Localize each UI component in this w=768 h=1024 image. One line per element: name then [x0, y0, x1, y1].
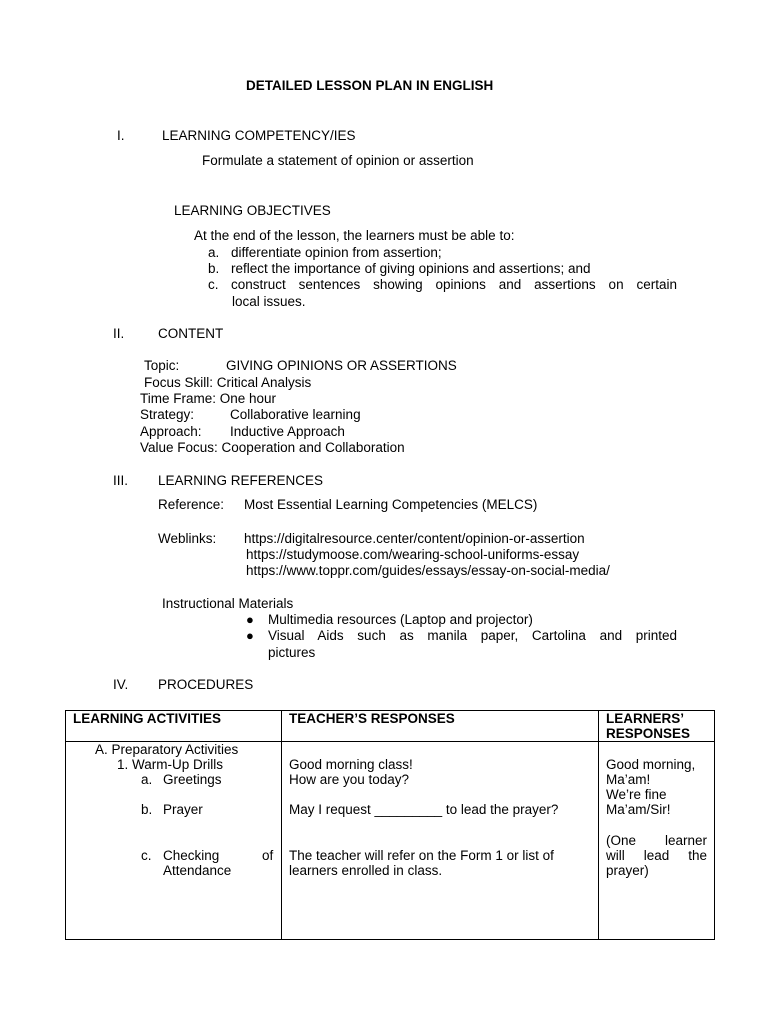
activity-preparatory: A. Preparatory Activities	[95, 742, 239, 757]
learner-response: will lead the	[606, 848, 707, 863]
column-divider	[598, 711, 599, 939]
learner-response: Ma’am/Sir!	[606, 802, 671, 817]
header-learners-responses: LEARNERS’	[606, 711, 685, 726]
weblink[interactable]: https://digitalresource.center/content/opinion-or-assertion	[244, 531, 585, 546]
section-2-numeral: II.	[113, 326, 125, 341]
section-3-heading: LEARNING REFERENCES	[158, 473, 324, 488]
activity-attendance: Attendance	[163, 863, 232, 878]
strategy-label: Strategy:	[140, 407, 195, 422]
approach-value: Inductive Approach	[230, 424, 345, 439]
materials-heading: Instructional Materials	[162, 596, 294, 611]
objective-letter: c.	[208, 277, 219, 292]
objective-item-continued: local issues.	[232, 294, 306, 309]
activity-checking: Checking	[163, 848, 220, 863]
activity-checking-of: of	[262, 848, 274, 863]
bullet-icon: ●	[246, 628, 254, 643]
objectives-intro: At the end of the lesson, the learners must be able to:	[194, 228, 515, 243]
weblink[interactable]: https://studymoose.com/wearing-school-uniforms-essay	[246, 547, 580, 562]
section-1-numeral: I.	[117, 128, 125, 143]
weblink[interactable]: https://www.toppr.com/guides/essays/essay-on-social-media/	[246, 563, 610, 578]
objective-letter: a.	[208, 245, 220, 260]
teacher-response: The teacher will refer on the Form 1 or list of	[289, 848, 554, 863]
value-focus: Value Focus: Cooperation and Collaboration	[140, 440, 405, 455]
objectives-heading: LEARNING OBJECTIVES	[174, 203, 331, 218]
objective-letter: b.	[208, 261, 220, 276]
header-teachers-responses: TEACHER’S RESPONSES	[289, 711, 455, 726]
activity-letter: b.	[141, 802, 153, 817]
topic-label: Topic:	[144, 358, 180, 373]
section-3-numeral: III.	[113, 473, 129, 488]
header-learners-responses-line2: RESPONSES	[606, 726, 691, 741]
learner-response: (One learner	[606, 833, 707, 848]
header-learning-activities: LEARNING ACTIVITIES	[73, 711, 222, 726]
section-1-heading: LEARNING COMPETENCY/IES	[162, 128, 356, 143]
activity-greetings: Greetings	[163, 772, 222, 787]
learner-response: Good morning,	[606, 757, 696, 772]
teacher-response: May I request _________ to lead the prayer?	[289, 802, 559, 817]
learner-response: prayer)	[606, 863, 649, 878]
activity-warmup: 1. Warm-Up Drills	[117, 757, 223, 772]
reference-label: Reference:	[158, 497, 225, 512]
teacher-response: learners enrolled in class.	[289, 863, 443, 878]
competency-text: Formulate a statement of opinion or assertion	[202, 153, 474, 168]
objective-item: reflect the importance of giving opinions and assertions; and	[231, 261, 591, 276]
strategy-value: Collaborative learning	[230, 407, 361, 422]
material-item: Visual Aids such as manila paper, Cartolina and printed	[268, 628, 677, 643]
objective-item: differentiate opinion from assertion;	[231, 245, 442, 260]
activity-letter: a.	[141, 772, 153, 787]
approach-label: Approach:	[140, 424, 202, 439]
bullet-icon: ●	[246, 612, 254, 627]
material-item-continued: pictures	[268, 645, 316, 660]
activity-letter: c.	[141, 848, 152, 863]
teacher-response: How are you today?	[289, 772, 410, 787]
learner-response: We’re fine	[606, 787, 667, 802]
document-title: DETAILED LESSON PLAN IN ENGLISH	[246, 78, 494, 93]
reference-value: Most Essential Learning Competencies (MELCS)	[244, 497, 538, 512]
section-4-numeral: IV.	[113, 677, 129, 692]
section-4-heading: PROCEDURES	[158, 677, 254, 692]
teacher-response: Good morning class!	[289, 757, 413, 772]
topic-value: GIVING OPINIONS OR ASSERTIONS	[226, 358, 457, 373]
section-2-heading: CONTENT	[158, 326, 224, 341]
procedures-table	[65, 710, 715, 940]
learner-response: Ma’am!	[606, 772, 651, 787]
activity-prayer: Prayer	[163, 802, 203, 817]
objective-item: construct sentences showing opinions and assertions on certain	[231, 277, 677, 292]
time-frame: Time Frame: One hour	[140, 391, 277, 406]
material-item: Multimedia resources (Laptop and projector)	[268, 612, 533, 627]
focus-skill: Focus Skill: Critical Analysis	[144, 375, 312, 390]
column-divider	[281, 711, 282, 939]
weblinks-label: Weblinks:	[158, 531, 217, 546]
